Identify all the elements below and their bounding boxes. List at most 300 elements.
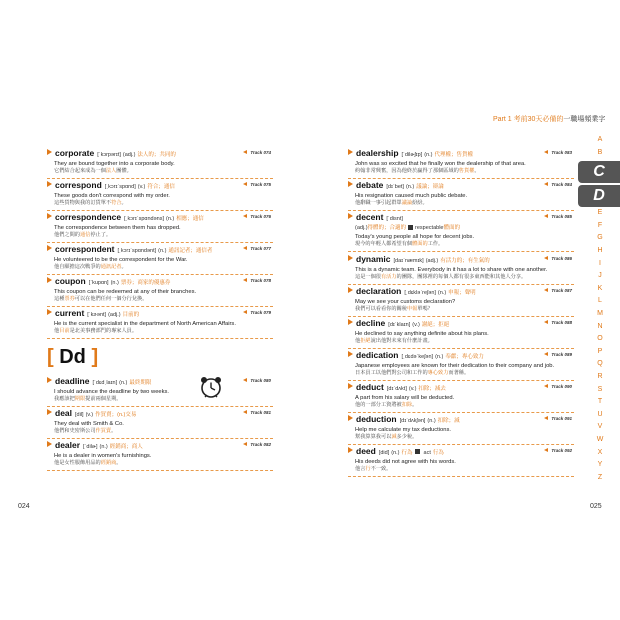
example-chinese-b: 。 (121, 200, 127, 206)
part-of-speech: (n.) (391, 450, 400, 456)
pronunciation: [dɪˈdʌkʃən] (399, 418, 426, 424)
example-chinese-a: 這些貨物與我的訂貨單不 (54, 200, 112, 206)
example-chinese (355, 306, 574, 316)
example-english: His resignation caused much public debate. (355, 193, 468, 199)
part-of-speech: (adj.) (108, 312, 121, 318)
audio-track[interactable] (243, 410, 271, 415)
pronunciation: [daɪˈnæmɪk] (393, 258, 424, 264)
alphabet-letter-m[interactable]: M (597, 310, 603, 317)
word-entry (348, 180, 574, 211)
audio-track[interactable] (544, 448, 572, 453)
example-chinese (355, 241, 574, 251)
speaker-icon[interactable] (544, 416, 548, 420)
audio-track[interactable] (544, 288, 572, 293)
definition: 行為 (401, 450, 413, 456)
example-chinese-a: 現今的年輕人都希望有個 (355, 241, 413, 247)
extra-synonym: respectable (415, 225, 444, 231)
track-label: Track 092 (551, 448, 572, 453)
speaker-icon[interactable] (544, 182, 548, 186)
part-of-speech: (n.) (166, 216, 175, 222)
part-of-speech: (n.) (424, 152, 433, 158)
audio-track[interactable] (544, 352, 572, 357)
speaker-icon[interactable] (243, 442, 247, 446)
example-chinese-a: 他自願擔這次戰爭的 (54, 264, 101, 270)
page-number-right: 025 (590, 503, 602, 510)
alphabet-letter-b[interactable]: B (597, 148, 603, 156)
word-entry (47, 276, 273, 307)
audio-track[interactable] (243, 214, 271, 219)
bracket-close: ] (91, 346, 99, 368)
example-chinese-b: 。 (111, 428, 117, 434)
speaker-icon[interactable] (243, 410, 247, 414)
pronunciation: [ˈdilɚʃɪp] (401, 152, 423, 158)
speaker-icon[interactable] (243, 182, 247, 186)
headword: deed (356, 446, 376, 456)
alphabet-letter-p[interactable]: P (597, 347, 603, 355)
audio-track[interactable] (544, 182, 572, 187)
example-chinese-a: 他們之間的 (54, 232, 80, 238)
example-chinese (355, 402, 574, 412)
alphabet-letter-q[interactable]: Q (597, 360, 603, 368)
example-english: Help me calculate my tax deductions. (355, 427, 452, 433)
word-entry (348, 414, 574, 445)
triangle-icon (47, 441, 52, 447)
example-chinese-highlight: 申報 (406, 306, 418, 312)
triangle-icon (47, 377, 52, 383)
triangle-icon (348, 447, 353, 453)
word-entry (47, 408, 273, 439)
example-english: These goods don't correspond with my order. (54, 193, 170, 199)
speaker-icon[interactable] (544, 384, 548, 388)
audio-track[interactable] (243, 378, 271, 383)
example-chinese-a: 幫我算算我可以 (355, 434, 392, 440)
part-of-speech: (n.) (437, 290, 447, 296)
headword: correspondent (55, 244, 115, 254)
part-of-speech: (adj.) (425, 258, 439, 264)
extra-pos: (adj.) (355, 225, 368, 231)
audio-track[interactable] (544, 150, 572, 155)
example-chinese-b: 。 (121, 264, 127, 270)
triangle-icon (348, 383, 353, 389)
alphabet-letter-x[interactable]: X (597, 448, 603, 456)
triangle-icon (47, 309, 52, 315)
example-english: This is a dynamic team. Everybody in it has a lot to share with one another. (355, 267, 548, 273)
entry-headline (47, 212, 273, 223)
entry-headline (47, 376, 273, 387)
triangle-icon (47, 181, 52, 187)
page-number-left: 024 (18, 503, 30, 510)
speaker-icon[interactable] (544, 352, 548, 356)
example-chinese-b: 停止了。 (90, 232, 112, 238)
example-chinese (54, 296, 273, 306)
alphabet-letter-v[interactable]: V (597, 423, 603, 431)
synonym-word: act (423, 450, 431, 456)
example-chinese (355, 168, 574, 178)
example-chinese (54, 328, 273, 338)
track-label: Track 083 (551, 150, 572, 155)
entry-headline (47, 276, 273, 287)
triangle-icon (348, 213, 353, 219)
example-english: They are bound together into a corporate body. (54, 161, 175, 167)
example-chinese-highlight: 目前 (59, 328, 70, 334)
headword: decline (356, 318, 386, 328)
audio-track[interactable] (544, 256, 572, 261)
pronunciation: [ˈkɔrpərɪt] (97, 152, 121, 158)
alphabet-letter-n[interactable]: N (597, 322, 603, 330)
definition: 最終期限 (129, 380, 152, 386)
extra-def: 得體的；合適的 (367, 225, 407, 231)
audio-track[interactable] (544, 416, 572, 421)
entry-headline (47, 308, 273, 319)
example-chinese-a: 他們和史密斯公司 (54, 428, 96, 434)
pronunciation: [ˌkɔrɪˈspɑnd] (104, 184, 136, 190)
example-chinese-b: 紛紛。 (412, 200, 428, 206)
headword: dedication (356, 350, 399, 360)
audio-track[interactable] (243, 278, 271, 283)
triangle-icon (47, 409, 52, 415)
triangle-icon (348, 255, 353, 261)
speaker-icon[interactable] (544, 150, 548, 154)
track-label: Track 089 (551, 352, 572, 357)
audio-track[interactable] (243, 442, 271, 447)
headword: correspond (55, 180, 102, 190)
example-chinese-a: 它們結合起來成為一個 (54, 168, 106, 174)
example-chinese-a: 約翰非常興奮，因為他終於贏得了那個區域的 (355, 168, 459, 174)
track-label: Track 085 (551, 214, 572, 219)
pronunciation: [ˌdɛkləˈreʃən] (404, 290, 436, 296)
example-chinese (54, 460, 273, 470)
example-chinese-highlight: 通信 (79, 232, 91, 238)
definition: 扣除；減 (437, 418, 460, 424)
example-chinese-highlight: 通訊記者 (100, 264, 122, 270)
triangle-icon (47, 245, 52, 251)
example-chinese (355, 466, 574, 476)
headword: declaration (356, 286, 402, 296)
example-chinese-b: 。 (474, 168, 480, 174)
alphabet-letter-l[interactable]: L (598, 297, 602, 305)
example-chinese-highlight: 專心致力 (427, 370, 449, 376)
word-entry (348, 350, 574, 381)
speaker-icon[interactable] (544, 256, 548, 260)
example-chinese-b: 是北美事務部門的專家人員。 (69, 328, 138, 334)
example-chinese-a: 日本員工以他們對公司和工作的 (355, 370, 428, 376)
example-chinese (54, 200, 273, 210)
example-english: He declined to say anything definite about his plans. (355, 331, 489, 337)
alphabet-letter-t[interactable]: T (597, 398, 603, 406)
alphabet-letter-y[interactable]: Y (597, 461, 603, 469)
example-chinese-highlight: 票券 (64, 296, 75, 302)
track-label: Track 081 (250, 410, 271, 415)
part-of-speech: (n.) (405, 184, 415, 190)
pronunciation: [dɪˈbet] (386, 184, 404, 190)
pronunciation: [ˈkɝənt] (87, 312, 107, 318)
part-of-speech: (v.) (137, 184, 146, 190)
track-label: Track 084 (551, 182, 572, 187)
alphabet-letter-g[interactable]: G (597, 234, 603, 242)
example-english: Japanese employees are known for their dedication to their company and job. (355, 363, 555, 369)
word-entry (348, 286, 574, 317)
triangle-icon (348, 351, 353, 357)
pronunciation: [dil] (75, 412, 84, 418)
headword: dealership (356, 148, 399, 158)
example-chinese (54, 396, 273, 406)
headword: dynamic (356, 254, 391, 264)
entry-headline (348, 350, 574, 361)
synonym-box-icon (415, 449, 420, 454)
triangle-icon (348, 287, 353, 293)
example-chinese-highlight: 有活力 (380, 274, 397, 280)
alphabet-letter-k[interactable]: K (597, 284, 603, 292)
section-header (47, 346, 98, 369)
alphabet-letter-i[interactable]: I (599, 259, 601, 267)
example-chinese-highlight: 作買賣 (95, 428, 112, 434)
extra-definition (355, 225, 574, 232)
part-of-speech: (n.) (110, 280, 119, 286)
example-chinese (355, 434, 574, 444)
word-entry (348, 212, 574, 252)
bracket-open: [ (47, 346, 54, 368)
example-english: Today's young people all hope for decent jobs. (355, 234, 475, 240)
alphabet-letter-a[interactable]: A (597, 136, 603, 143)
part-of-speech: (n.) (435, 354, 444, 360)
track-label: Track 090 (551, 384, 572, 389)
definition: 作買賣；(n.)交易 (95, 412, 137, 418)
audio-track[interactable] (243, 150, 271, 155)
example-chinese-highlight: 拒絕 (360, 338, 371, 344)
part-of-speech: (n.) (158, 248, 167, 254)
entry-headline (47, 244, 273, 255)
example-chinese-highlight: 售貨權 (458, 168, 475, 174)
example-chinese-highlight: 減 (391, 434, 397, 440)
audio-track[interactable] (544, 214, 572, 219)
pronunciation: [ˈdisnt] (386, 216, 403, 222)
entry-headline (348, 148, 574, 159)
example-chinese-b: 的團隊，團隊裡的每個人都有很多東西能和其他人分享。 (396, 274, 527, 280)
entry-headline (348, 180, 574, 191)
headword: deduct (356, 382, 384, 392)
example-english: I should advance the deadline by two weeks. (54, 389, 170, 395)
audio-track[interactable] (243, 310, 271, 315)
word-entry (47, 212, 273, 243)
entry-headline (348, 212, 574, 223)
headword: deduction (356, 414, 397, 424)
example-english: The correspondence between them has dropped. (54, 225, 181, 231)
speaker-icon[interactable] (243, 278, 247, 282)
alphabet-letter-j[interactable]: J (598, 272, 602, 280)
word-entry (47, 440, 273, 471)
pronunciation: [ˌkɔrɪˈspɑndənt] (117, 248, 157, 254)
example-chinese-b: 。 (412, 402, 418, 408)
track-label: Track 079 (250, 310, 271, 315)
example-chinese (355, 200, 574, 210)
pronunciation: [ˈdilɚ] (83, 444, 98, 450)
audio-track[interactable] (243, 182, 271, 187)
example-english: May we see your customs declaration? (355, 299, 456, 305)
track-label: Track 088 (551, 320, 572, 325)
track-label: Track 086 (551, 256, 572, 261)
entry-headline (348, 318, 574, 329)
example-english: He volunteered to be the correspondent for the War. (54, 257, 188, 263)
alphabet-letter-f[interactable]: F (597, 221, 603, 229)
entry-headline (348, 254, 574, 265)
speaker-icon[interactable] (243, 246, 247, 250)
example-chinese (54, 232, 273, 242)
alphabet-letter-s[interactable]: S (597, 385, 603, 393)
example-chinese-b: 提前兩個星期。 (85, 396, 122, 402)
speaker-icon[interactable] (544, 288, 548, 292)
entry-headline (47, 148, 273, 159)
word-entry (348, 254, 574, 285)
example-chinese-highlight: 經銷商 (100, 460, 117, 466)
pronunciation: [ˌdɛdəˈkeʃən] (401, 354, 434, 360)
track-label: Track 078 (250, 278, 271, 283)
word-entry (348, 148, 574, 179)
example-chinese (355, 370, 574, 380)
part-label: Part 1 考前30天必備的 (493, 116, 564, 123)
speaker-icon[interactable] (243, 310, 247, 314)
speaker-icon[interactable] (544, 320, 548, 324)
headword: decent (356, 212, 384, 222)
alphabet-tab-d[interactable]: D (578, 185, 620, 207)
headword: current (55, 308, 85, 318)
track-label: Track 077 (250, 246, 271, 251)
track-label: Track 076 (250, 214, 271, 219)
alphabet-letter-o[interactable]: O (597, 335, 603, 343)
word-entry (348, 446, 574, 477)
alphabet-letter-r[interactable]: R (597, 373, 603, 380)
definition: 通訊記者；通信者 (168, 248, 213, 254)
alphabet-letter-u[interactable]: U (597, 410, 603, 418)
part-of-speech: (n.) (119, 380, 128, 386)
headword: deadline (55, 376, 90, 386)
definition: 票券；商家的優惠券 (120, 280, 171, 286)
word-entry (47, 148, 273, 179)
word-entry (47, 180, 273, 211)
example-chinese (355, 274, 574, 284)
speaker-icon[interactable] (544, 448, 548, 452)
entry-headline (348, 446, 574, 457)
example-english: John was so excited that he finally won the dealership of that area. (355, 161, 526, 167)
example-chinese-a: 我應該把 (54, 396, 75, 402)
right-page (310, 0, 620, 620)
alphabet-letter-h[interactable]: H (597, 247, 603, 254)
entry-headline (348, 382, 574, 393)
pronunciation: [ˈdɛdˌlaɪn] (92, 380, 118, 386)
alphabet-letter-z[interactable]: Z (597, 473, 603, 481)
track-label: Track 082 (250, 442, 271, 447)
track-label: Track 074 (250, 150, 271, 155)
audio-track[interactable] (544, 384, 572, 389)
word-entry (348, 382, 574, 413)
triangle-icon (47, 277, 52, 283)
example-chinese-b: 團體。 (116, 168, 132, 174)
example-chinese-highlight: 行 (365, 466, 371, 472)
alphabet-letter-w[interactable]: W (596, 436, 604, 443)
word-entry (47, 244, 273, 275)
example-chinese-b: 單嗎？ (417, 306, 433, 312)
definition: 謝絕；拒絕 (421, 322, 450, 328)
example-english: He is the current specialist in the department of North American Affairs. (54, 321, 236, 327)
triangle-icon (348, 181, 353, 187)
triangle-icon (348, 415, 353, 421)
example-chinese-b: 多少稅。 (396, 434, 418, 440)
example-chinese (355, 338, 574, 348)
alphabet-letter-e[interactable]: E (597, 209, 603, 217)
audio-track[interactable] (243, 246, 271, 251)
example-chinese-b: 。 (116, 460, 122, 466)
definition: 代理權；售貨權 (434, 152, 473, 158)
speaker-icon[interactable] (243, 214, 247, 218)
example-chinese-highlight: 法人 (105, 168, 117, 174)
section-letters: Dd (59, 346, 86, 368)
speaker-icon[interactable] (544, 214, 548, 218)
example-english: His deeds did not agree with his words. (355, 459, 456, 465)
entry-headline (47, 408, 273, 419)
example-chinese (54, 428, 273, 438)
alphabet-tab-c[interactable]: C (578, 161, 620, 183)
pronunciation: [did] (378, 450, 390, 456)
definition: 申報；聲明 (448, 290, 476, 296)
example-chinese (54, 168, 273, 178)
example-english: A part from his salary will be deducted. (355, 395, 455, 401)
definition: 法人的；共同的 (137, 152, 176, 158)
word-entry (47, 376, 273, 407)
example-english: This coupon can be redeemed at any of their branches. (54, 289, 197, 295)
pronunciation: [dɪˈklaɪn] (388, 322, 411, 328)
extra-synonym-def: 體面的 (443, 225, 460, 231)
synonym-definition: 行為 (432, 450, 444, 456)
speaker-icon[interactable] (243, 378, 247, 382)
entry-headline (348, 414, 574, 425)
example-chinese-a: 他 (54, 328, 60, 334)
part-of-speech: (adj.) (122, 152, 136, 158)
entry-headline (47, 180, 273, 191)
entry-headline (47, 440, 273, 451)
example-chinese-a: 這種 (54, 296, 65, 302)
track-label: Track 075 (250, 182, 271, 187)
part-of-speech: (n.) (99, 444, 108, 450)
example-chinese-a: 我們可以看看你的關稅 (355, 306, 407, 312)
example-chinese-a: 他 (355, 338, 361, 344)
example-chinese-a: 他言 (355, 466, 366, 472)
headword: coupon (55, 276, 86, 286)
alarm-clock-icon (199, 375, 223, 399)
triangle-icon (348, 319, 353, 325)
example-chinese-highlight: 符合 (111, 200, 122, 206)
definition: 議論；辯論 (416, 184, 444, 190)
example-chinese-highlight: 體面的 (412, 241, 428, 247)
audio-track[interactable] (544, 320, 572, 325)
part-of-speech: (v.) (412, 322, 420, 328)
pronunciation: [dɪˈdʌkt] (386, 386, 407, 392)
example-chinese-a: 他辭職一事引起群眾 (355, 200, 402, 206)
example-chinese-b: 工作。 (427, 241, 444, 247)
part-of-speech: (n.) (427, 418, 436, 424)
speaker-icon[interactable] (243, 150, 247, 154)
example-english: They deal with Smith & Co. (54, 421, 124, 427)
headword: correspondence (55, 212, 122, 222)
headword: corporate (55, 148, 95, 158)
headword: debate (356, 180, 384, 190)
definition: 相應；通信 (176, 216, 204, 222)
headword: deal (55, 408, 73, 418)
example-chinese-a: 他是女性服飾用品的 (54, 460, 101, 466)
definition: 奉獻；專心致力 (445, 354, 484, 360)
example-chinese-b: 說出他對未來有什麼計畫。 (370, 338, 433, 344)
definition: 符合；通信 (147, 184, 175, 190)
triangle-icon (47, 213, 52, 219)
example-english: He is a dealer in women's furnishings. (54, 453, 152, 459)
